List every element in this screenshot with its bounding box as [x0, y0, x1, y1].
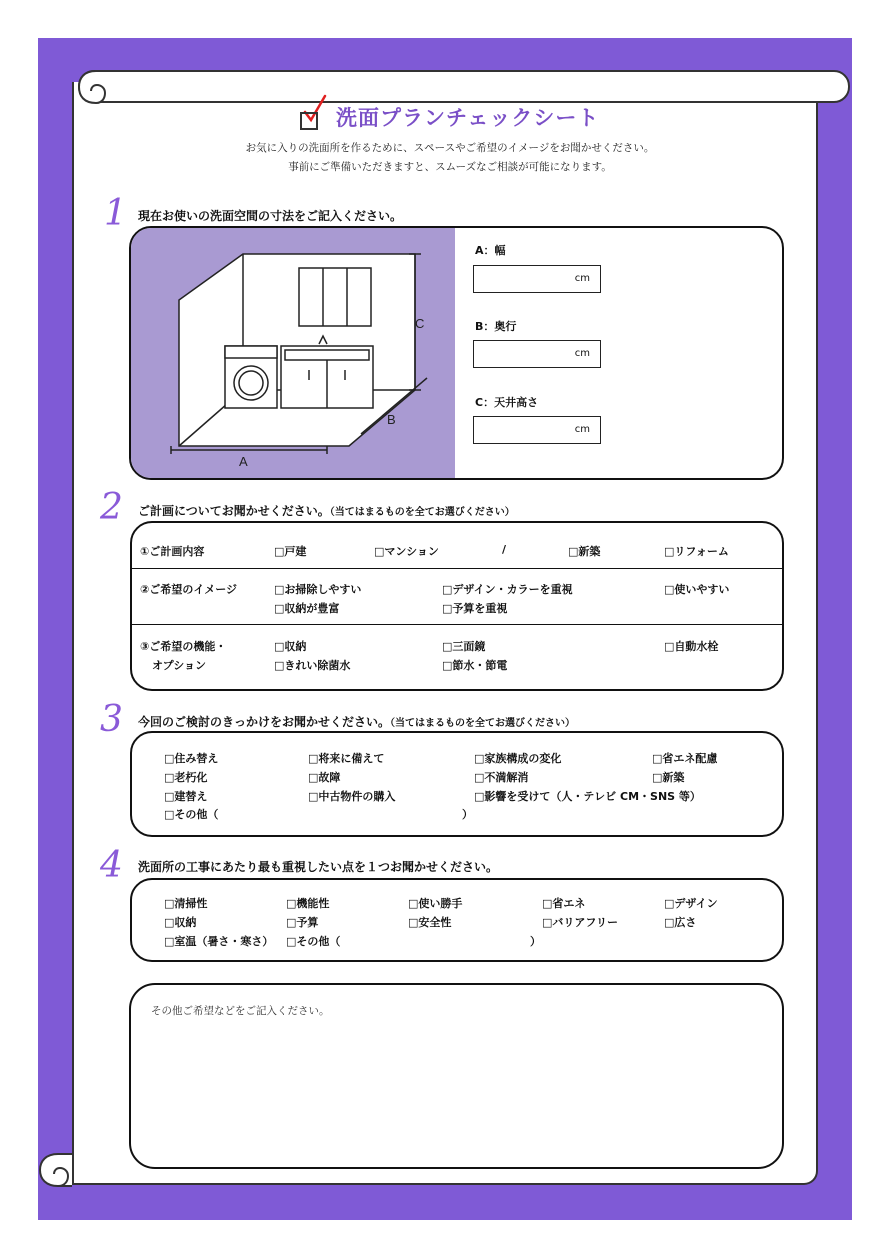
section-3-subheading: （当てはまるものを全てお選びください） [390, 718, 576, 729]
function-label: ③ご希望の機能・ [140, 640, 227, 653]
option-aging[interactable]: □老朽化 [164, 771, 208, 784]
option-three-mirror[interactable]: □三面鏡 [442, 640, 486, 653]
scroll-top-roll [78, 70, 850, 103]
option-breakdown[interactable]: □故障 [308, 771, 341, 784]
section-2-subheading: （当てはまるものを全てお選びください） [329, 507, 515, 518]
section-4-heading: 洗面所の工事にあたり最も重視したい点を１つお聞かせください。 [138, 860, 499, 874]
option-design[interactable]: □デザイン [664, 897, 718, 910]
option-storage-rich[interactable]: □収納が豊富 [274, 602, 340, 615]
section-1-heading: 現在お使いの洗面空間の寸法をご記入ください。 [138, 209, 403, 223]
dimension-c-label: C [415, 316, 425, 331]
option-other-3[interactable]: □その他（ [164, 808, 219, 821]
option-energy-saving[interactable]: □省エネ [542, 897, 586, 910]
option-storage-4[interactable]: □収納 [164, 916, 197, 929]
option-move[interactable]: □住み替え [164, 752, 219, 765]
dimension-a-label: A [239, 454, 248, 469]
field-b-label: B：奥行 [475, 320, 517, 333]
washroom-drawing [131, 228, 455, 480]
option-functionality[interactable]: □機能性 [286, 897, 330, 910]
field-a-input[interactable]: cm [473, 265, 601, 293]
other-close-paren-4: ） [530, 935, 541, 948]
section-3-heading-text: 今回のご検討のきっかけをお聞かせください。 [138, 715, 391, 729]
option-rebuild[interactable]: □建替え [164, 790, 208, 803]
option-save-water[interactable]: □節水・節電 [442, 659, 508, 672]
option-dissatisfaction[interactable]: □不満解消 [474, 771, 529, 784]
section-1-number: 1 [104, 193, 127, 234]
scroll-curl-bottom-icon [38, 1153, 74, 1187]
section-3-box [130, 731, 784, 837]
washroom-illustration [131, 228, 455, 478]
field-a-label: A：幅 [475, 244, 506, 257]
title-checkbox-icon [300, 112, 318, 130]
section-2-heading-text: ご計画についてお聞かせください。 [138, 504, 330, 518]
intro-line-1: お気に入りの洗面所を作るために、スペースやご希望のイメージをお聞かせください。 [245, 142, 655, 154]
intro-line-2: 事前にご準備いただきますと、スムーズなご相談が可能になります。 [288, 161, 612, 173]
notes-box[interactable] [129, 983, 784, 1169]
scroll-curl-top-icon [78, 70, 114, 104]
option-separator: / [502, 543, 507, 556]
option-new-build-3[interactable]: □新築 [652, 771, 685, 784]
section-4-box [130, 878, 784, 962]
option-detached-house[interactable]: □戸建 [274, 545, 307, 558]
notes-label: その他ご希望などをご記入ください。 [151, 1005, 330, 1017]
option-influence[interactable]: □影響を受けて（人・テレビ CM・SNS 等） [474, 790, 701, 803]
section-2-heading [138, 502, 515, 519]
option-easy-clean[interactable]: □お掃除しやすい [274, 583, 362, 596]
option-family-change[interactable]: □家族構成の変化 [474, 752, 562, 765]
section-2-number: 2 [100, 487, 123, 528]
image-label: ②ご希望のイメージ [140, 583, 237, 596]
option-spaciousness[interactable]: □広さ [664, 916, 697, 929]
option-reform[interactable]: □リフォーム [664, 545, 729, 558]
dimension-b-label: B [387, 412, 396, 427]
option-barrier-free[interactable]: □バリアフリー [542, 916, 618, 929]
option-easy-use[interactable]: □使いやすい [664, 583, 730, 596]
option-apartment[interactable]: □マンション [374, 545, 439, 558]
field-b-input[interactable]: cm [473, 340, 601, 368]
option-safety[interactable]: □安全性 [408, 916, 452, 929]
option-clean-water[interactable]: □きれい除菌水 [274, 659, 351, 672]
option-budget[interactable]: □予算を重視 [442, 602, 508, 615]
option-storage[interactable]: □収納 [274, 640, 307, 653]
option-budget-4[interactable]: □予算 [286, 916, 319, 929]
option-cleanability[interactable]: □清掃性 [164, 897, 208, 910]
section-2-box [130, 521, 784, 691]
section-3-heading [138, 713, 575, 730]
option-auto-faucet[interactable]: □自動水栓 [664, 640, 719, 653]
option-used-property[interactable]: □中古物件の購入 [308, 790, 396, 803]
option-room-temperature[interactable]: □室温（暑さ・寒さ） [164, 935, 274, 948]
row-divider [132, 568, 782, 569]
option-usability[interactable]: □使い勝手 [408, 897, 463, 910]
field-c-input[interactable]: cm [473, 416, 601, 444]
section-4-number: 4 [100, 845, 123, 886]
field-c-label: C：天井高さ [475, 396, 539, 409]
other-close-paren-3: ） [462, 808, 473, 821]
title-row [300, 100, 599, 134]
option-energy[interactable]: □省エネ配慮 [652, 752, 718, 765]
option-new-build[interactable]: □新築 [568, 545, 601, 558]
function-label-2: オプション [152, 659, 207, 672]
page-title: 洗面プランチェックシート [336, 106, 600, 130]
option-future[interactable]: □将来に備えて [308, 752, 385, 765]
option-design-color[interactable]: □デザイン・カラーを重視 [442, 583, 573, 596]
row-divider [132, 624, 782, 625]
section-3-number: 3 [100, 699, 123, 740]
option-other-4[interactable]: □その他（ [286, 935, 341, 948]
section-1-box [129, 226, 784, 480]
plan-label: ①ご計画内容 [140, 545, 205, 558]
